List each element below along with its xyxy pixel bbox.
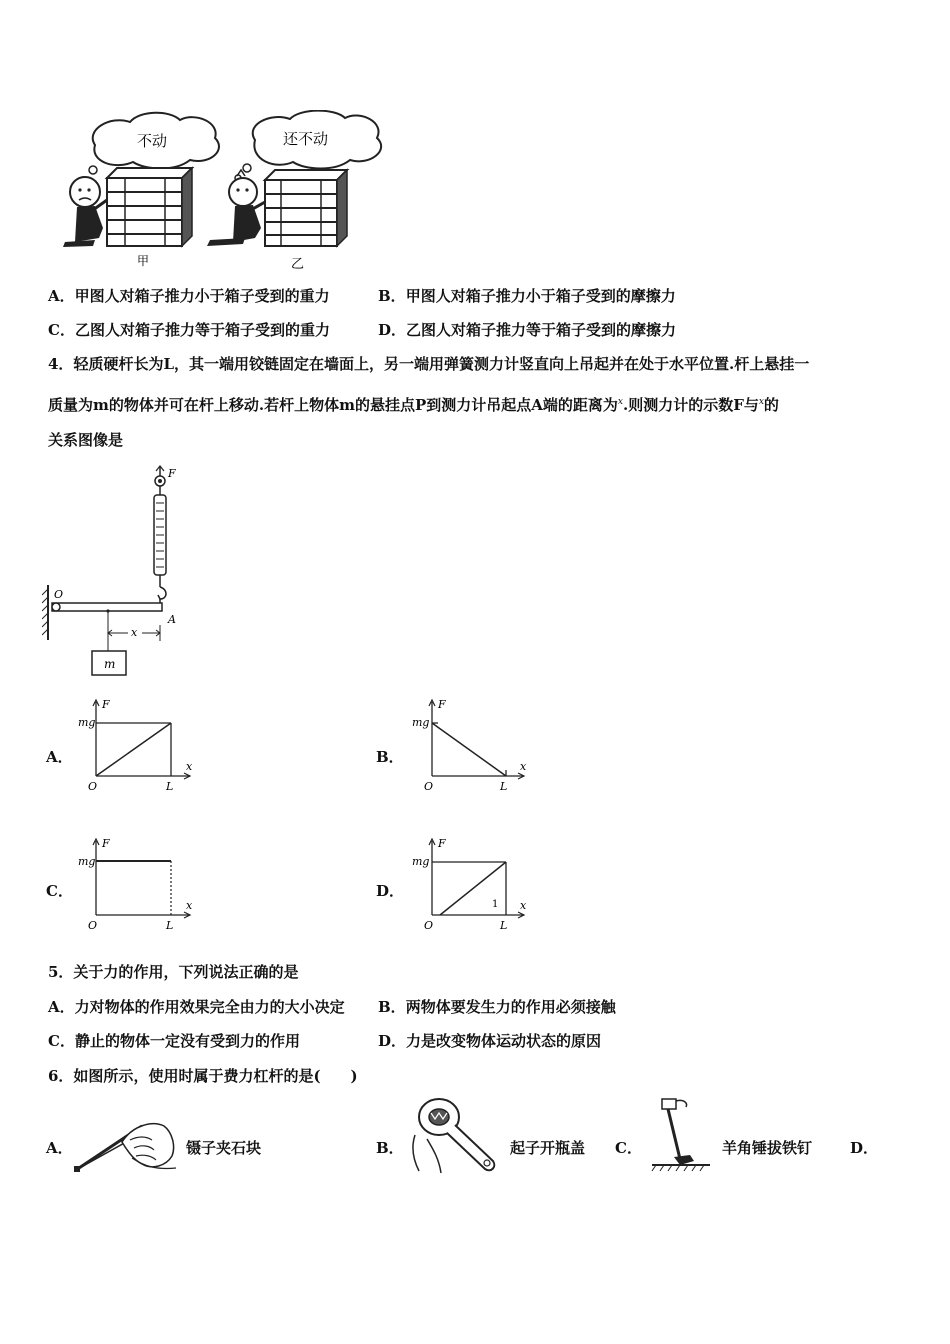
graph-c-x-label: x (186, 899, 193, 912)
q3-option-c[interactable] (48, 320, 330, 340)
graph-b-x-label: x (520, 760, 527, 773)
q5-option-d-text: 力是改变物体运动状态的原因 (406, 1032, 602, 1050)
label-o: O (54, 588, 64, 601)
graph-b-y-label: F (438, 698, 446, 711)
graph-a-x-label: x (186, 760, 193, 773)
graph-d-letter[interactable]: D． (376, 882, 405, 900)
q3-option-d[interactable] (378, 320, 676, 340)
caption-left: 甲 (137, 254, 150, 268)
cloud-left-text: 不动 (137, 132, 168, 150)
q5-option-c-letter: C． (48, 1032, 75, 1050)
graph-b-letter[interactable]: B． (376, 748, 404, 766)
q6-option-a-text: 镊子夹石块 (186, 1139, 262, 1157)
q6-option-b-letter[interactable]: B． (376, 1139, 404, 1157)
bottle-opener-image (405, 1095, 505, 1175)
label-f: F (168, 467, 176, 480)
q6-option-d-letter[interactable]: D． (850, 1139, 879, 1157)
q4-line1 (48, 354, 809, 374)
graph-a-curve (96, 723, 171, 776)
q5-option-a-letter: A． (48, 998, 75, 1016)
q3-option-b-text: 甲图人对箱子推力小于箱子受到的摩擦力 (405, 287, 676, 305)
q3-option-a[interactable] (48, 286, 330, 306)
label-x: x (131, 626, 138, 639)
q6-option-b-text: 起子开瓶盖 (510, 1139, 586, 1157)
graph-d-y-label: F (438, 837, 446, 850)
q4-text-line2c: 的 (763, 396, 779, 414)
q4-x-var-2: x (758, 397, 764, 407)
q5-option-b[interactable] (378, 997, 616, 1017)
graph-d-origin: O (424, 919, 434, 932)
tweezers-hand-image (72, 1112, 180, 1174)
graph-a-y-label: F (102, 698, 110, 711)
graph-a-mg: mg (78, 716, 96, 729)
push-box-cartoon (55, 110, 395, 275)
q3-option-c-text: 乙图人对箱子推力等于箱子受到的重力 (74, 321, 330, 339)
graph-d[interactable] (410, 835, 530, 935)
cloud-right-text: 还不动 (283, 130, 329, 148)
graph-a[interactable] (78, 696, 198, 796)
graph-c-origin: O (88, 919, 98, 932)
graph-d-x-label: x (520, 899, 527, 912)
q5-option-d[interactable] (378, 1031, 601, 1051)
q3-option-a-text: 甲图人对箱子推力小于箱子受到的重力 (74, 287, 330, 305)
q6-title-text: 6．如图所示，使用时属于费力杠杆的是( ) (48, 1067, 358, 1085)
q3-option-b-letter: B． (378, 287, 406, 305)
graph-c-letter[interactable]: C． (46, 882, 73, 900)
q3-option-a-letter: A． (48, 287, 75, 305)
q5-option-c-text: 静止的物体一定没有受到力的作用 (74, 1032, 300, 1050)
q4-text-line3: 关系图像是 (48, 431, 124, 449)
q4-line3 (48, 430, 123, 450)
graph-a-l: L (166, 780, 174, 793)
claw-hammer-image (650, 1095, 714, 1175)
q5-option-d-letter: D． (378, 1032, 407, 1050)
q5-title (48, 962, 298, 982)
q4-text-line2b: .则测力计的示数F与 (622, 396, 759, 414)
lever-diagram (42, 465, 202, 680)
q5-option-b-letter: B． (378, 998, 406, 1016)
q5-option-c[interactable] (48, 1031, 300, 1051)
graph-b[interactable] (410, 696, 530, 796)
graph-c-y-label: F (102, 837, 110, 850)
q4-number: 4． (48, 355, 74, 373)
graph-c-l: L (166, 919, 174, 932)
graph-b-l: L (500, 780, 508, 793)
q6-option-a-letter[interactable]: A． (46, 1139, 73, 1157)
q5-option-a-text: 力对物体的作用效果完全由力的大小决定 (74, 998, 345, 1016)
label-a: A (168, 613, 176, 626)
q5-option-a[interactable] (48, 997, 345, 1017)
q3-option-c-letter: C． (48, 321, 75, 339)
caption-right: 乙 (291, 257, 305, 272)
q6-title (48, 1066, 358, 1086)
label-m: m (104, 657, 116, 671)
q4-text-line1: 轻质硬杆长为L，其一端用铰链固定在墙面上，另一端用弹簧测力计竖直向上吊起并在处于水平位置.杆上悬挂一 (73, 355, 810, 373)
graph-d-extra: 1 (492, 899, 499, 910)
graph-d-mg: mg (412, 855, 430, 868)
graph-a-origin: O (88, 780, 98, 793)
graph-c[interactable] (78, 835, 198, 935)
graph-b-mg: mg (412, 716, 430, 729)
q5-option-b-text: 两物体要发生力的作用必须接触 (405, 998, 616, 1016)
q4-text-line2a: 质量为m的物体并可在杆上移动.若杆上物体m的悬挂点P到测力计吊起点A端的距离为 (48, 396, 618, 414)
q4-line2 (48, 392, 779, 415)
q3-option-d-letter: D． (378, 321, 407, 339)
graph-d-l: L (500, 919, 508, 932)
graph-a-letter[interactable]: A． (46, 748, 73, 766)
q5-title-text: 5．关于力的作用，下列说法正确的是 (48, 963, 299, 981)
q3-option-b[interactable] (378, 286, 676, 306)
q6-option-c-letter[interactable]: C． (615, 1139, 642, 1157)
graph-b-origin: O (424, 780, 434, 793)
graph-b-curve (432, 723, 506, 776)
graph-c-mg: mg (78, 855, 96, 868)
q3-option-d-text: 乙图人对箱子推力等于箱子受到的摩擦力 (406, 321, 677, 339)
q4-x-var-1: x (617, 397, 623, 407)
q6-option-c-text: 羊角锤拔铁钉 (722, 1139, 813, 1157)
